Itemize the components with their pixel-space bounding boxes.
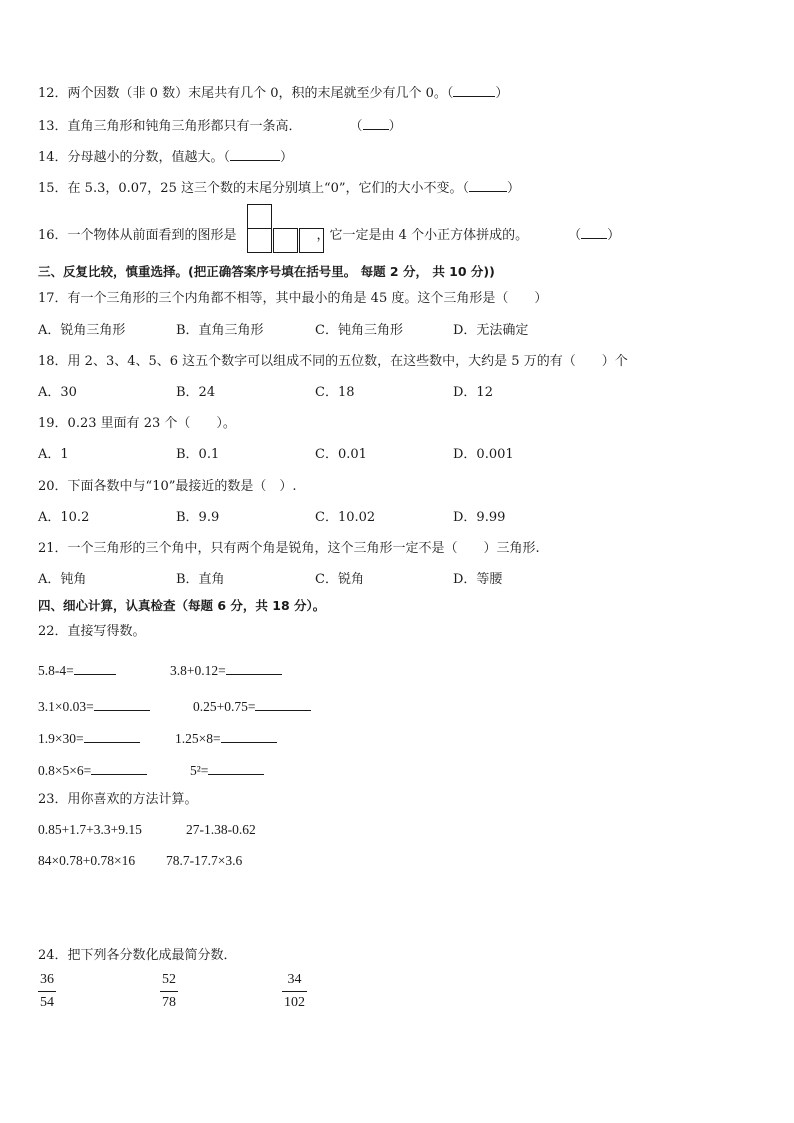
fraction-denominator: 78 [162, 995, 176, 1010]
calc-expression: 84×0.78+0.78×16 [38, 853, 136, 868]
question-13 [38, 115, 402, 136]
question-18-text: 18．用 2、3、4、5、6 这五个数字可以组成不同的五位数，在这些数中，大约是 5 万的有（ ）个 [38, 354, 628, 369]
question-14 [38, 146, 293, 167]
calc-item: 3.1×0.03= [38, 696, 150, 716]
answer-blank-14[interactable] [230, 146, 280, 161]
question-16 [38, 224, 620, 245]
answer-blank[interactable] [91, 760, 147, 775]
option-c[interactable]: C．锐角 [315, 572, 364, 587]
calc-item: 3.8+0.12= [170, 660, 282, 680]
fraction-bar [282, 991, 307, 992]
section-3-heading: 三、反复比较，慎重选择。(把正确答案序号填在括号里。 每题 2 分， 共 10 分)) [38, 264, 495, 279]
option-b[interactable]: B．直角 [176, 572, 225, 587]
question-14-text: 14．分母越小的分数，值越大。（ [38, 150, 231, 165]
calc-expression: 78.7-17.7×3.6 [166, 853, 243, 868]
question-15 [38, 177, 520, 198]
question-17-text: 17．有一个三角形的三个内角都不相等，其中最小的角是 45 度。这个三角形是（ ） [38, 291, 548, 306]
option-c[interactable]: C．10.02 [315, 510, 376, 525]
option-c[interactable]: C．钝角三角形 [315, 323, 403, 338]
section-4-heading: 四、细心计算，认真检查（每题 6 分，共 18 分）。 [38, 598, 326, 613]
question-20-text: 20．下面各数中与“10”最接近的数是（ ）. [38, 479, 297, 494]
fraction-denominator: 102 [284, 995, 305, 1010]
answer-blank[interactable] [74, 660, 116, 675]
option-a[interactable]: A．10.2 [38, 510, 90, 525]
fraction-numerator: 34 [287, 972, 302, 987]
option-b[interactable]: B．0.1 [176, 447, 220, 462]
option-d[interactable]: D．9.99 [453, 510, 506, 525]
calc-expression: 27-1.38-0.62 [186, 822, 256, 837]
question-12 [38, 82, 508, 103]
calc-item: 0.8×5×6= [38, 760, 147, 780]
question-16-text-b: ，它一定是由 4 个小正方体拼成的。 [316, 228, 529, 243]
option-a[interactable]: A．1 [38, 447, 69, 462]
option-b[interactable]: B．24 [176, 385, 216, 400]
option-d[interactable]: D．12 [453, 385, 493, 400]
option-b[interactable]: B．9.9 [176, 510, 220, 525]
paren-close: ） [495, 86, 509, 101]
question-22-text: 22．直接写得数。 [38, 624, 146, 639]
option-d[interactable]: D．无法确定 [453, 323, 529, 338]
question-16-text-a: 16．一个物体从前面看到的图形是 [38, 228, 237, 243]
option-b[interactable]: B．直角三角形 [176, 323, 264, 338]
answer-blank[interactable] [94, 696, 150, 711]
option-d[interactable]: D．等腰 [453, 572, 503, 587]
answer-blank[interactable] [255, 696, 311, 711]
calc-item: 1.9×30= [38, 728, 140, 748]
fraction-denominator: 54 [40, 995, 54, 1010]
fraction [160, 971, 178, 1012]
question-12-text: 12．两个因数（非 0 数）末尾共有几个 0，积的末尾就至少有几个 0。（ [38, 86, 454, 101]
fraction-bar [160, 991, 178, 992]
figure-square [273, 228, 298, 253]
option-c[interactable]: C．18 [315, 385, 355, 400]
option-d[interactable]: D．0.001 [453, 447, 514, 462]
option-a[interactable]: A．锐角三角形 [38, 323, 126, 338]
paren-close: ） [607, 228, 621, 243]
answer-blank[interactable] [208, 760, 264, 775]
answer-blank[interactable] [84, 728, 140, 743]
figure-square [247, 228, 272, 253]
fraction [282, 971, 307, 1012]
question-24-text: 24．把下列各分数化成最简分数． [38, 948, 237, 963]
paren-close: ） [507, 181, 521, 196]
calc-item: 5.8-4= [38, 660, 116, 680]
option-a[interactable]: A．30 [38, 385, 77, 400]
calc-item: 0.25+0.75= [193, 696, 311, 716]
question-19-text: 19．0.23 里面有 23 个（ ）。 [38, 416, 236, 431]
answer-blank[interactable] [221, 728, 277, 743]
calc-item: 1.25×8= [175, 728, 277, 748]
question-23-text: 23．用你喜欢的方法计算。 [38, 792, 198, 807]
calc-expression: 0.85+1.7+3.3+9.15 [38, 822, 142, 837]
paren-open: （ [568, 228, 582, 243]
figure-square [247, 204, 272, 229]
answer-blank-13[interactable] [363, 115, 389, 130]
option-c[interactable]: C．0.01 [315, 447, 367, 462]
fraction-numerator: 52 [162, 972, 176, 987]
paren-close: ） [388, 119, 402, 134]
fraction-numerator: 36 [40, 972, 54, 987]
paren-close: ） [280, 150, 294, 165]
figure-square [299, 228, 324, 253]
fraction [38, 971, 56, 1012]
fraction-bar [38, 991, 56, 992]
calc-item: 5²= [190, 760, 264, 780]
question-21-text: 21．一个三角形的三个角中，只有两个角是锐角，这个三角形一定不是（ ）三角形. [38, 541, 540, 556]
answer-blank-12[interactable] [453, 82, 495, 97]
answer-blank[interactable] [226, 660, 282, 675]
question-15-text: 15．在 5.3，0.07，25 这三个数的末尾分别填上“0”，它们的大小不变。（ [38, 181, 470, 196]
paren-open: （ [349, 119, 363, 134]
option-a[interactable]: A．钝角 [38, 572, 87, 587]
answer-blank-16[interactable] [581, 224, 607, 239]
question-13-text: 13．直角三角形和钝角三角形都只有一条高． [38, 119, 302, 134]
answer-blank-15[interactable] [469, 177, 507, 192]
